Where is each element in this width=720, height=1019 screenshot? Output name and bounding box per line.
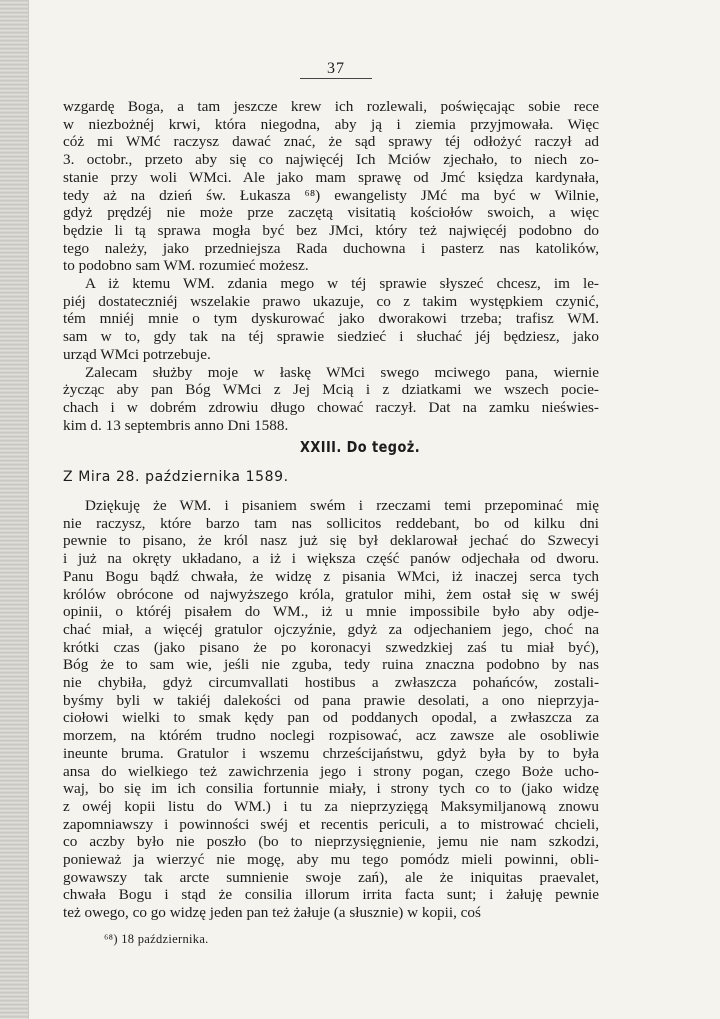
text-line: Dziękuję że WM. i pisaniem swém i rzeczami temi przepominać mię (85, 497, 599, 514)
text-line: gdyż prędzéj nie może prze zaczętą visitatią kościołów swoich, a więc (63, 204, 599, 222)
text-line: nie raczysz, które barzo tam nas sollicitos reddebant, bo od kilku dni (63, 514, 599, 532)
text-line: będzie li tą sprawa mogła być bez JMci, który też najwięcéj podobno do (63, 221, 599, 239)
text-line: waj, bo się im ich consilia fortunnie miały, i strony tych co to (jako widzę (63, 780, 599, 798)
text-line: to podobno sam WM. rozumieć możesz. (63, 257, 309, 275)
text-line: tego należy, jako przedniejsza Rada duchowna i pasterz nas katolików, (63, 239, 599, 257)
paragraph (63, 497, 599, 922)
text-line: krótki czas (jako pisano że po koronacyi szwedzkiej zaś tu miał być), (63, 638, 599, 656)
text-line: co aczby było nie poszło (bo to nieprzysięgnienie, jemu nie nam szkodzi, (63, 833, 599, 851)
text-line: pewnie to pisano, że król nasz już się był deklarował jechać do Szwecyi (63, 532, 599, 550)
book-binding-edge (0, 0, 29, 1019)
text-line: ponieważ ja wierzyć nie mogę, aby mu tego pomódz mieli powinni, obli- (63, 851, 599, 869)
text-line: chać miał, a więcéj gratulor ojczyźnie, gdyż za odjechaniem jego, choć na (63, 620, 599, 638)
text-line: chwała Bogu i stąd że consilia illorum irrita facta sunt; i żałuję pewnie (63, 886, 599, 904)
text-line: byśmy byli w takiéj dalekości od pana prawie desolati, a ono nieprzyja- (63, 691, 599, 709)
text-line: ciołowi wielki to smak kędy pan od poddanych opodal, a zwłaszcza za (63, 709, 599, 727)
text-line: cóż mi WMć raczysz dawać znać, że sąd sprawy téj odłożyć raczył ad (63, 133, 599, 151)
text-line: ansa do wielkiego też zawichrzenia jego i strony pogan, czego Boże ucho- (63, 762, 599, 780)
letter-body-upper (63, 98, 599, 434)
text-line: tedy aż na dzień św. Łukasza ⁶⁸) ewangelisty JMć ma być w Wilnie, (63, 186, 599, 204)
paragraph (63, 364, 599, 435)
text-line: i już na okręty układano, a iż i większa część panów odjechała od dworu. (63, 550, 599, 568)
text-line: w niezbożnéj krwi, która niegodna, aby ją i ziemia przyjmowała. Więc (63, 115, 599, 133)
paragraph (63, 98, 599, 275)
chapter-heading: XXIII. Do tegoż. (299, 438, 421, 456)
page-number: 37 (300, 60, 372, 79)
text-line: morzem, na którém trudno noclegi rozpisować, acz zawsze ale osobliwie (63, 727, 599, 745)
text-line: stanie przy woli WMci. Ale jako mam sprawę od Jmć księdza kardynała, (63, 168, 599, 186)
paragraph (63, 275, 599, 364)
text-line: życząc aby pan Bóg WMci z Jej Mcią i z dziatkami we wszech pocie- (63, 381, 599, 399)
text-line: Zalecam służby moje w łaskę WMci swego mciwego pana, wiernie (85, 363, 599, 381)
text-line: kim d. 13 septembris anno Dni 1588. (63, 416, 289, 434)
text-line: chach i w dobrém zdrowiu długo chować raczył. Dat na zamku nieświes- (63, 398, 599, 416)
text-line: też owego, co go widzę jeden pan też żałuje (a słusznie) w kopii, coś (63, 904, 481, 922)
text-line: królów obrócone od najwyższego króla, gratulor mihi, żem ostał się w swéj (63, 585, 599, 603)
text-line: 3. octobr., przeto aby się co najwięcéj Ich Mciów zjechało, to niech zo- (63, 151, 599, 169)
text-line: Panu Bogu bądź chwała, że widzę z pisania WMci, iż inaczej serca tych (63, 567, 599, 585)
text-line: piéj dostateczniéj wszelakie prawo ukazuje, co z takim występkiem czynić, (63, 292, 599, 310)
text-line: sam w to, gdy tak na téj sprawie siedzieć i słuchać jéj będziesz, jako (63, 328, 599, 346)
text-line: zapomniawszy i powinności swéj et recentis periculi, a to mistrować chcieli, (63, 815, 599, 833)
text-line: wzgardę Boga, a tam jeszcze krew ich rozlewali, poświęcając sobie rece (63, 98, 599, 115)
footnote: ⁶⁸) 18 października. (104, 932, 209, 946)
text-line: ineunte bruma. Gratulor i wszemu chrześcijaństwu, gdyż była by to była (63, 744, 599, 762)
text-line: urząd WMci potrzebuje. (63, 345, 211, 363)
text-line: Bóg że to sam wie, jeśli nie zguba, tedy ruina znaczna podobno by nas (63, 656, 599, 674)
text-line: opinii, o któréj pisałem do WM., iż u mnie impossibile było aby odje- (63, 603, 599, 621)
text-line: tém mniéj mnie o tym dyskurować jako dworakowi trzeba; trafisz WM. (63, 310, 599, 328)
text-line: gowawszy tak arcte sumnienie swoje zań), ale że iniquitas praevalet, (63, 868, 599, 886)
text-line: nie chybiła, gdyż circumvallati hostibus a zwłaszcza pohańców, zostali- (63, 674, 599, 692)
letter-dateline: Z Mira 28. października 1589. (63, 469, 289, 485)
text-line: A iż ktemu WM. zdania mego w téj sprawie słyszeć chcesz, im le- (85, 275, 599, 293)
text-line: z owéj kopii listu do WM.) i tu za nieprzyzięgą Maksymiljanową znowu (63, 797, 599, 815)
letter-body-lower (63, 497, 599, 922)
